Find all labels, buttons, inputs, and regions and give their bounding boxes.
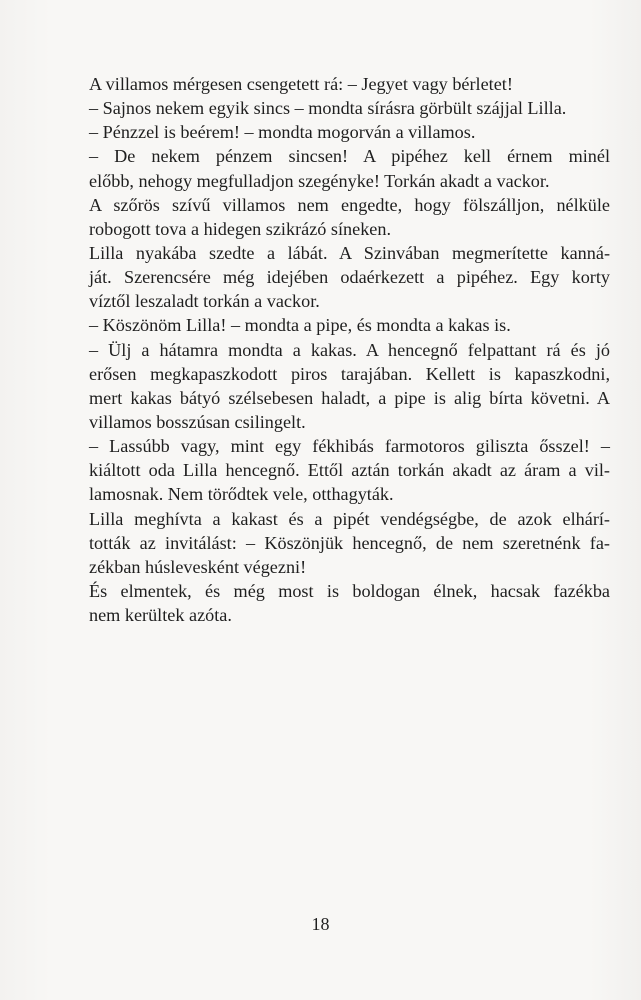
text-line: ját. Szerencsére még idejében odaérkezett a pipéhez. Egy korty (89, 267, 610, 288)
text-line: – Köszönöm Lilla! – mondta a pipe, és mondta a kakas is. (89, 315, 511, 336)
text-line: erősen megkapaszkodott piros tarajában. Kellett is kapaszkodni, (89, 363, 610, 384)
text-line: mert kakas bátyó szélsebesen haladt, a pipe is alig bírta követni. A (89, 387, 610, 408)
text-line: – Sajnos nekem egyik sincs – mondta sírásra görbült szájjal Lilla. (89, 98, 567, 119)
text-line: előbb, nehogy megfulladjon szegényke! Torkán akadt a vackor. (89, 170, 550, 191)
text-line: kiáltott oda Lilla hencegnő. Ettől aztán torkán akadt az áram a vil- (89, 460, 610, 481)
text-line: tották az invitálást: – Köszönjük hencegnő, de nem szeretnénk fa- (89, 532, 610, 553)
text-line: És elmentek, és még most is boldogan élnek, hacsak fazékba (89, 580, 610, 601)
text-line: – De nekem pénzem sincsen! A pipéhez kell érnem minél (89, 146, 610, 167)
text-line: – Ülj a hátamra mondta a kakas. A hencegnő felpattant rá és jó (89, 339, 610, 360)
text-line: Lilla nyakába szedte a lábát. A Szinvában megmerítette kanná- (89, 242, 610, 263)
text-line: víztől leszaladt torkán a vackor. (89, 291, 320, 312)
text-line: nem kerültek azóta. (89, 605, 232, 626)
text-line: A villamos mérgesen csengetett rá: – Jegyet vagy bérletet! (89, 74, 513, 94)
text-line: lamosnak. Nem törődtek vele, otthagyták. (89, 484, 394, 505)
text-line: robogott tova a hidegen szikrázó síneken. (89, 218, 392, 239)
story-text (89, 72, 610, 627)
text-line: villamos bosszúsan csilingelt. (89, 411, 306, 432)
text-line: – Lassúbb vagy, mint egy fékhibás farmotoros giliszta ősszel! – (89, 436, 610, 457)
text-line: – Pénzzel is beérem! – mondta mogorván a villamos. (89, 122, 476, 143)
text-line: Lilla meghívta a kakast és a pipét vendégségbe, de azok elhárí- (89, 508, 610, 529)
page-number: 18 (311, 914, 330, 934)
text-line: zékban húslevesként végezni! (89, 556, 307, 577)
text-line: A szőrös szívű villamos nem engedte, hogy fölszálljon, nélküle (89, 194, 610, 215)
